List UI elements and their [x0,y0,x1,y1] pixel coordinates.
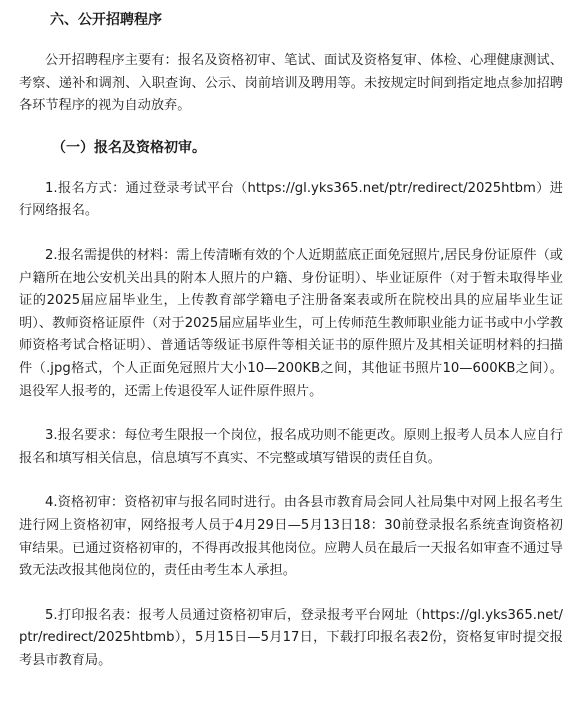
spacer [19,470,563,492]
item-required-materials: 2.报名需提供的材料：需上传清晰有效的个人近期蓝底正面免冠照片,居民身份证原件（或户籍所在地公安机关出具的附本人照片的户籍、身份证明）、毕业证原件（对于暂未取得毕业证的2025届应届毕业生，上传教育部学籍电子注册备案表或所在院校出具的应届毕业生证明）、教师资格证原件（对于2025届应届毕业生，可上传师范生教师职业能力证书或中小学教师资格考试合格证明）、普通话等级证书原件等相关证书的原件照片及其相关证明材料的扫描件（.jpg格式，个人正面免冠照片大小10—200KB之间，其他证书照片10—600KB之间）。退役军人报考的，还需上传退役军人证件原件照片。 [19,247,563,399]
section-heading: 六、公开招聘程序 [50,12,162,28]
spacer [19,118,563,138]
subsection-heading: （一）报名及资格初审。 [52,139,206,156]
spacer [19,30,563,50]
item-registration-method: 1.报名方式：通过登录考试平台（https://gl.yks365.net/ptr/redirect/2025htbm）进行网络报名。 [19,180,563,219]
section-intro-paragraph: 公开招聘程序主要有：报名及资格初审、笔试、面试及资格复审、体检、心理健康测试、考察、递补和调剂、入职查询、公示、岗前培训及聘用等。未按规定时间到指定地点参加招聘各环节程序的视为自动放弃。 [19,53,563,114]
spacer [19,158,563,178]
spacer [19,403,563,425]
item-print-form: 5.打印报名表：报考人员通过资格初审后，登录报考平台网址（https://gl.yks365.net/ptr/redirect/2025htbmb），5月15日—5月17日，下载打印报名表2份，资格复审时提交报考县市教育局。 [19,607,563,668]
item-preliminary-review: 4.资格初审：资格初审与报名同时进行。由各县市教育局会同人社局集中对网上报名考生进行网上资格初审，网络报考人员于4月29日—5月13日18：30前登录报名系统查询资格初审结果。已通过资格初审的，不得再改报其他岗位。应聘人员在最后一天报名如审查不通过导致无法改报其他岗位的，责任由考生本人承担。 [19,495,563,579]
spacer [19,223,563,245]
item-registration-requirements: 3.报名要求：每位考生限报一个岗位，报名成功则不能更改。原则上报考人员本人应自行报名和填写相关信息，信息填写不真实、不完整或填写错误的责任自负。 [19,428,563,466]
spacer [19,583,563,605]
